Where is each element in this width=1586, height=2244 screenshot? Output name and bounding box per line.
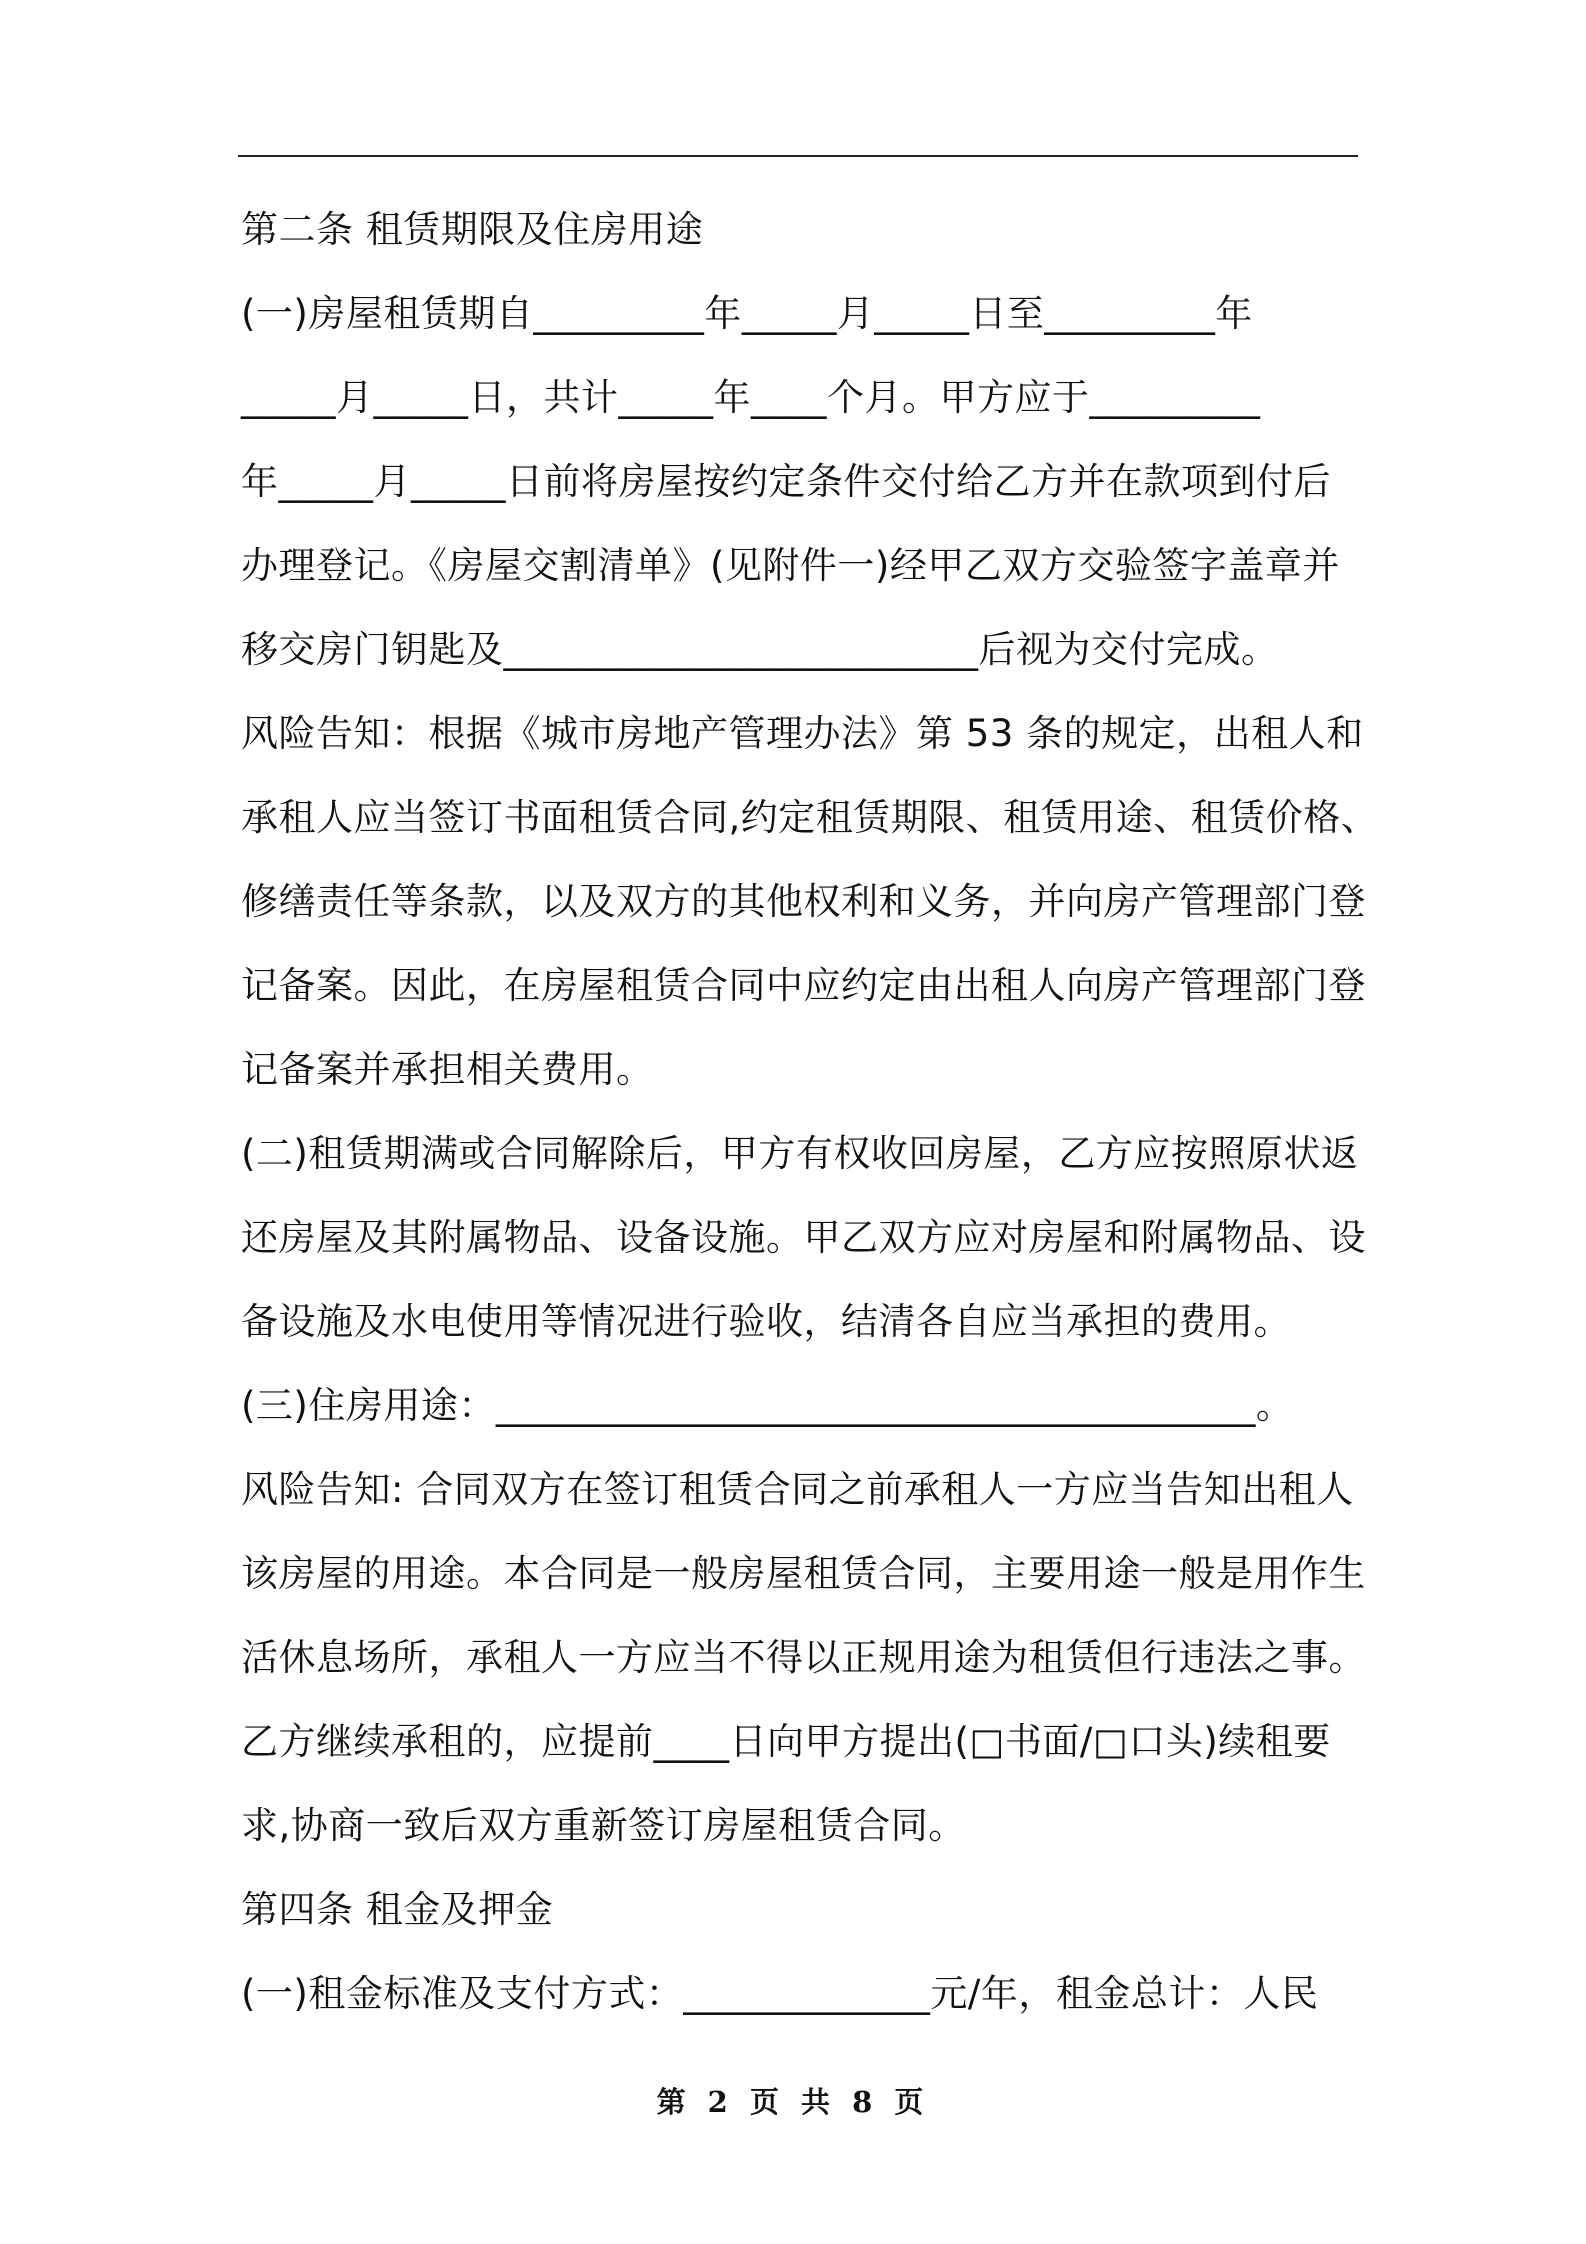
text-line: 修缮责任等条款，以及双方的其他权利和义务，并向房产管理部门登: [241, 880, 1366, 923]
text-line: (二)租赁期满或合同解除后，甲方有权收回房屋，乙方应按照原状返: [241, 1132, 1359, 1175]
text-line: 年_____月_____日前将房屋按约定条件交付给乙方并在款项到付后: [241, 460, 1331, 503]
text-line: 乙方继续承租的，应提前____日向甲方提出(□书面/□口头)续租要: [241, 1720, 1331, 1763]
article-heading-2: 第二条 租赁期限及住房用途: [241, 208, 704, 251]
text-line: 移交房门钥匙及_________________________后视为交付完成。: [241, 628, 1279, 671]
text-line: 备设施及水电使用等情况进行验收，结清各自应当承担的费用。: [241, 1300, 1291, 1343]
header-rule: [238, 155, 1358, 157]
document-body: [241, 188, 1379, 2036]
text-line: 办理登记。《房屋交割清单》(见附件一)经甲乙双方交验签字盖章并: [241, 544, 1340, 587]
text-line: (三)住房用途：________________________________________。: [241, 1384, 1294, 1427]
page-number-footer: 第 2 页 共 8 页: [656, 2085, 930, 2119]
text-line: 记备案。因此，在房屋租赁合同中应约定由出租人向房产管理部门登: [241, 964, 1366, 1007]
risk-notice-line: 风险告知：根据《城市房地产管理办法》第 53 条的规定，出租人和: [241, 712, 1364, 755]
text-line: _____月_____日，共计_____年____个月。甲方应于_________: [241, 376, 1261, 419]
risk-notice-line: 风险告知: 合同双方在签订租赁合同之前承租人一方应当告知出租人: [241, 1468, 1354, 1511]
text-line: (一)房屋租赁期自_________年_____月_____日至_________年: [241, 292, 1253, 335]
text-line: 求,协商一致后双方重新签订房屋租赁合同。: [241, 1804, 966, 1847]
text-line: (一)租金标准及支付方式：_____________元/年，租金总计：人民: [241, 1972, 1319, 2015]
text-line: 活休息场所，承租人一方应当不得以正规用途为租赁但行违法之事。: [241, 1636, 1366, 1679]
text-line: 该房屋的用途。本合同是一般房屋租赁合同，主要用途一般是用作生: [241, 1552, 1366, 1595]
text-line: 承租人应当签订书面租赁合同,约定租赁期限、租赁用途、租赁价格、: [241, 796, 1379, 839]
text-line: 记备案并承担相关费用。: [241, 1048, 654, 1091]
article-heading-4: 第四条 租金及押金: [241, 1888, 554, 1931]
text-line: 还房屋及其附属物品、设备设施。甲乙双方应对房屋和附属物品、设: [241, 1216, 1366, 1259]
